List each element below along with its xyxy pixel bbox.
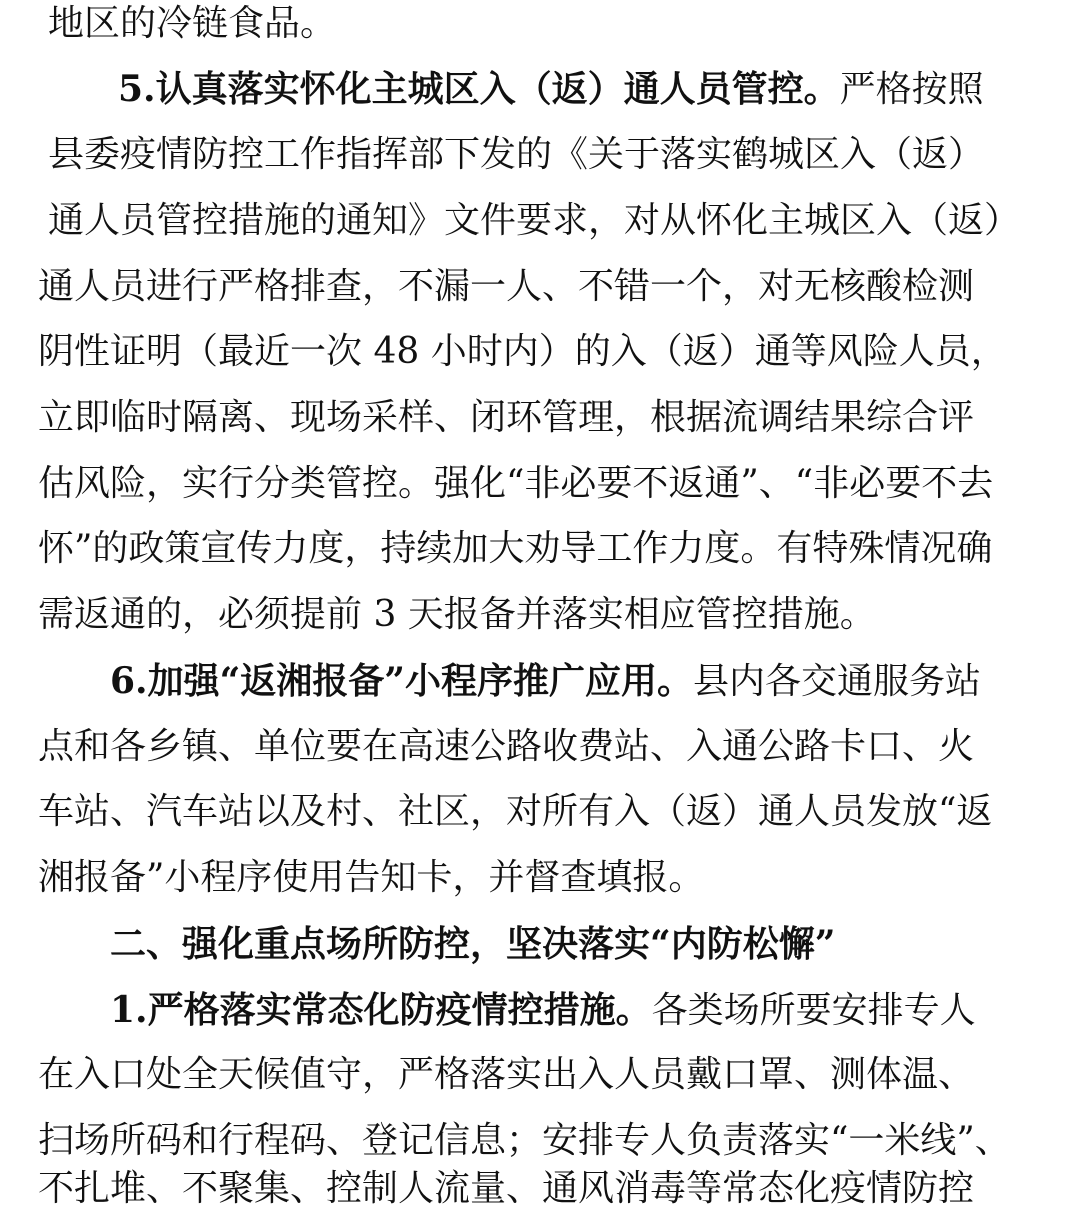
line-text: 估风险，实行分类管控。强化“非必要不返通”、“非必要不去 — [38, 463, 994, 504]
section-heading-5 — [118, 57, 984, 121]
text-line-9 — [38, 517, 992, 581]
text-line-8 — [38, 452, 993, 516]
heading-bold-text: 1.严格落实常态化防疫情控措施。 — [110, 989, 652, 1031]
line-text: 湘报备”小程序使用告知卡，并督查填报。 — [38, 857, 705, 898]
text-line-13 — [38, 780, 992, 844]
text-line-6 — [38, 320, 1007, 384]
heading-bold-text: 6.加强“返湘报备”小程序推广应用。 — [110, 660, 693, 702]
section-heading-1 — [110, 978, 976, 1042]
text-line-17 — [38, 1043, 974, 1107]
line-text: 阴性证明（最近一次 48 小时内）的入（返）通等风险人员， — [38, 331, 1007, 372]
text-line-14 — [38, 846, 704, 910]
section-heading-6 — [110, 649, 981, 713]
heading-bold-text: 5.认真落实怀化主城区入（返）通人员管控。 — [118, 68, 840, 110]
line-text: 地区的冷链食品。 — [48, 3, 337, 44]
text-line-4 — [48, 189, 1020, 253]
line-text: 车站、汽车站以及村、社区，对所有入（返）通人员发放“返 — [38, 791, 993, 832]
line-text: 需返通的，必须提前 3 天报备并落实相应管控措施。 — [38, 594, 876, 635]
text-line-7 — [38, 386, 974, 450]
line-text: 不扎堆、不聚集、控制人流量、通风消毒等常态化疫情防控 — [38, 1168, 975, 1209]
line-text: 各类场所要安排专人 — [651, 990, 976, 1031]
line-text: 县委疫情防控工作指挥部下发的《关于落实鹤城区入（返） — [48, 134, 985, 175]
text-line-10 — [38, 583, 876, 647]
text-line-1 — [48, 0, 336, 56]
line-text: 扫场所码和行程码、登记信息；安排专人负责落实“一米线”、 — [38, 1120, 1011, 1161]
line-text: 怀”的政策宣传力度，持续加大劝导工作力度。有特殊情况确 — [38, 528, 993, 569]
line-text: 通人员管控措施的通知》文件要求，对从怀化主城区入（返） — [48, 200, 1021, 241]
line-text: 点和各乡镇、单位要在高速公路收费站、入通公路卡口、火 — [38, 726, 975, 767]
line-text: 通人员进行严格排查，不漏一人、不错一个，对无核酸检测 — [38, 266, 975, 307]
chapter-heading-text: 二、强化重点场所防控，坚决落实“内防松懈” — [110, 923, 836, 965]
text-line-5 — [38, 255, 974, 319]
line-text: 县内各交通服务站 — [693, 661, 982, 702]
line-text: 在入口处全天候值守，严格落实出入人员戴口罩、测体温、 — [38, 1054, 975, 1095]
chapter-heading-2 — [110, 912, 835, 976]
text-line-12 — [38, 715, 974, 779]
text-line-19 — [38, 1157, 974, 1221]
line-text: 严格按照 — [839, 69, 984, 110]
line-text: 立即临时隔离、现场采样、闭环管理，根据流调结果综合评 — [38, 397, 975, 438]
text-line-3 — [48, 123, 984, 187]
